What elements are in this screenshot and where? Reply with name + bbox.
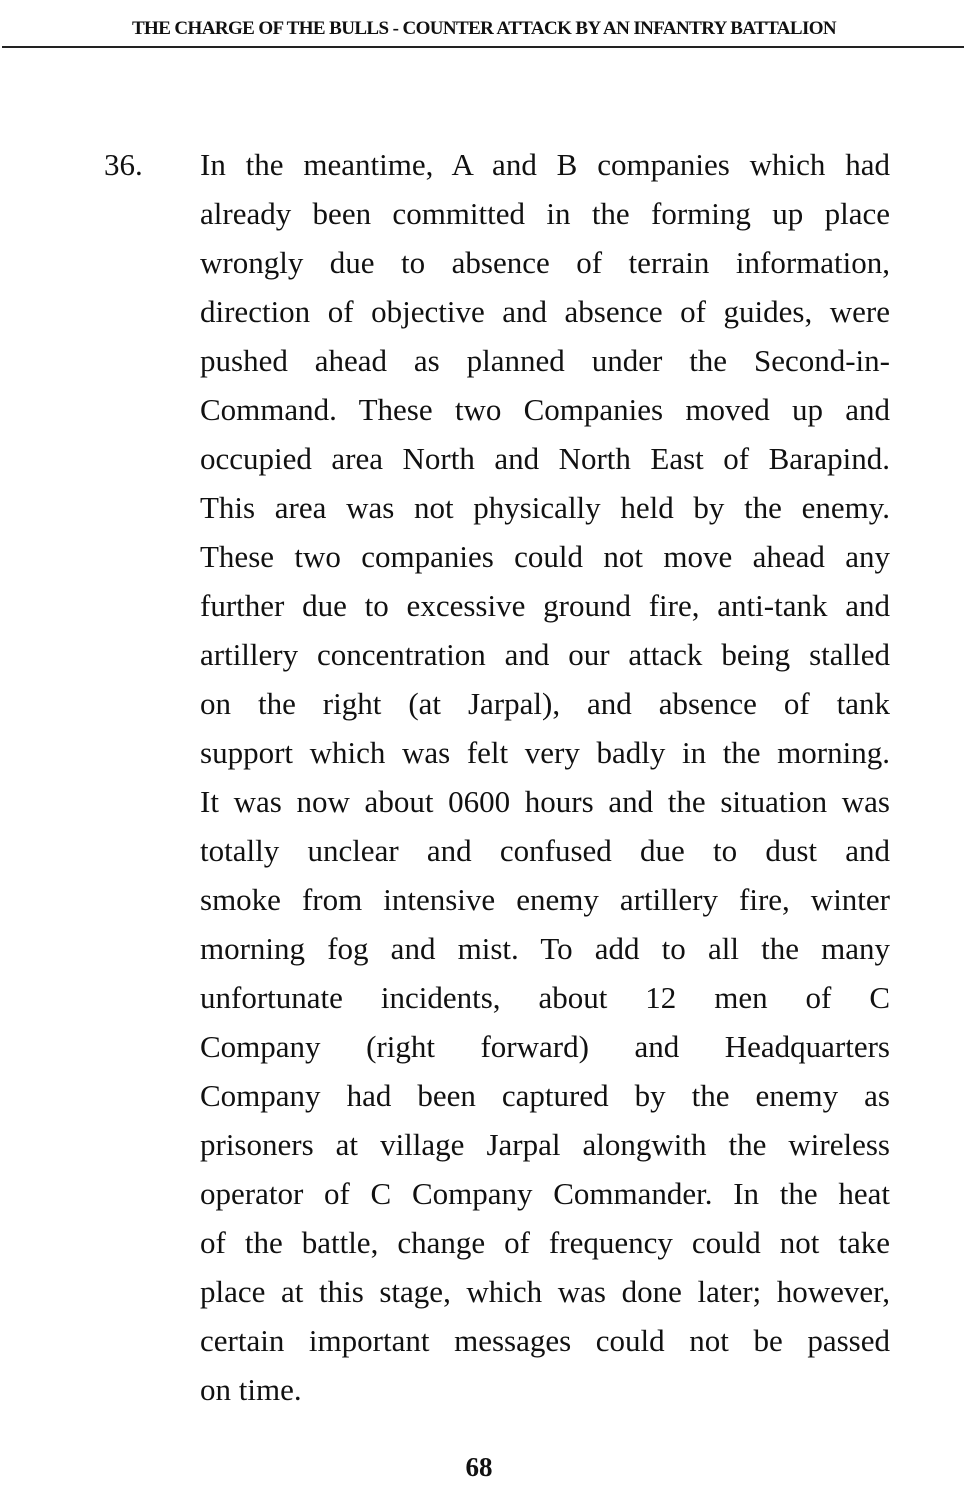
- text-line: pushed ahead as planned under the Second-in-: [200, 343, 890, 378]
- text-line: Command. These two Companies moved up and: [200, 392, 890, 427]
- text-line: totally unclear and confused due to dust and: [200, 833, 890, 868]
- text-line: already been committed in the forming up place: [200, 196, 890, 231]
- text-line: Company had been captured by the enemy as: [200, 1078, 890, 1113]
- text-line: on the right (at Jarpal), and absence of tank: [200, 686, 890, 721]
- text-line: certain important messages could not be passed: [200, 1323, 890, 1358]
- page-number: 68: [465, 1452, 493, 1482]
- text-line: It was now about 0600 hours and the situation was: [200, 784, 890, 819]
- text-line: artillery concentration and our attack being stalled: [200, 637, 890, 672]
- text-line: morning fog and mist. To add to all the many: [200, 931, 890, 966]
- text-line: on time.: [200, 1372, 302, 1407]
- text-line: support which was felt very badly in the morning.: [200, 735, 890, 770]
- text-line: operator of C Company Commander. In the heat: [200, 1176, 890, 1211]
- text-line: unfortunate incidents, about 12 men of C: [200, 980, 890, 1015]
- text-line: Company (right forward) and Headquarters: [200, 1029, 890, 1064]
- text-line: wrongly due to absence of terrain information,: [200, 245, 890, 280]
- paragraph-body: [200, 140, 890, 1414]
- text-line: of the battle, change of frequency could not take: [200, 1225, 890, 1260]
- text-line: occupied area North and North East of Barapind.: [200, 441, 890, 476]
- text-line: further due to excessive ground fire, anti-tank and: [200, 588, 890, 623]
- text-line: This area was not physically held by the enemy.: [200, 490, 890, 525]
- header-rule: [2, 46, 964, 48]
- text-line: In the meantime, A and B companies which had: [200, 147, 890, 182]
- running-header: THE CHARGE OF THE BULLS - COUNTER ATTACK BY AN INFANTRY BATTALION: [131, 18, 837, 39]
- text-line: direction of objective and absence of guides, were: [200, 294, 890, 329]
- text-line: prisoners at village Jarpal alongwith the wireless: [200, 1127, 890, 1162]
- text-line: These two companies could not move ahead any: [200, 539, 890, 574]
- text-line: smoke from intensive enemy artillery fire, winter: [200, 882, 890, 917]
- text-line: place at this stage, which was done later; however,: [200, 1274, 890, 1309]
- paragraph-number: 36.: [104, 147, 143, 182]
